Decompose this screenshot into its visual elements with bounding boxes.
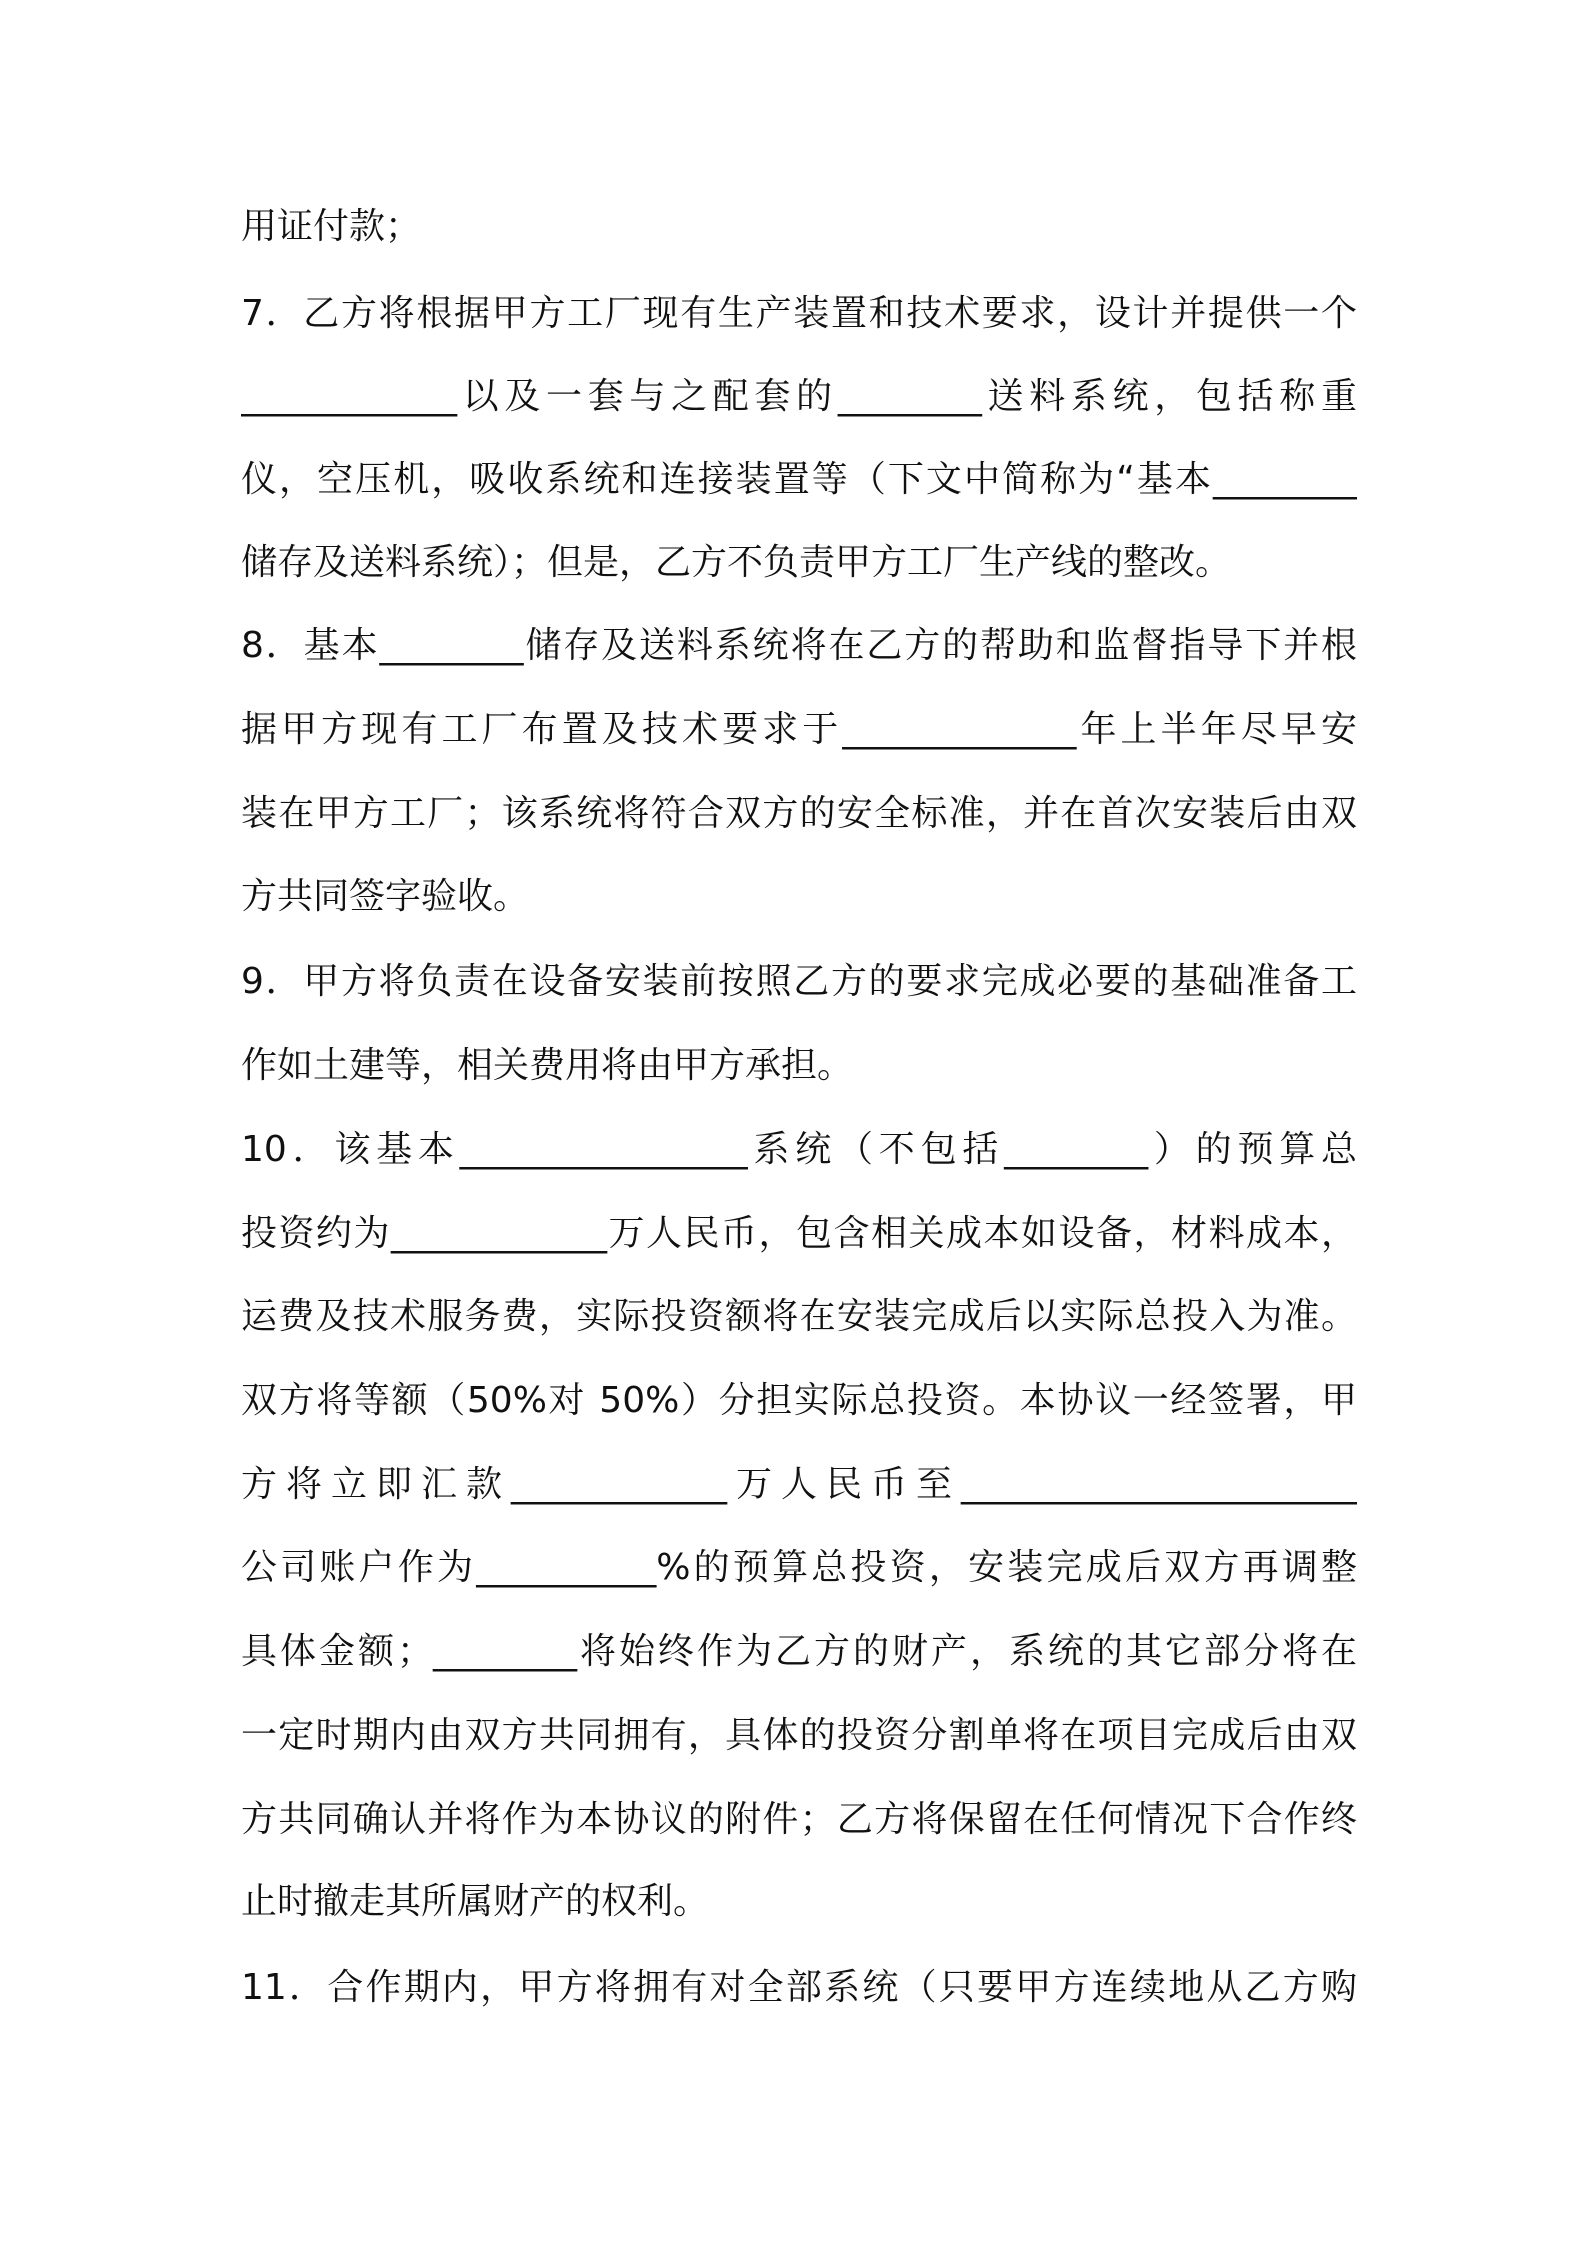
clause-9-line-2: 作如土建等，相关费用将由甲方承担。 <box>241 1045 854 1086</box>
clause-8-line-3: 装在甲方工厂；该系统将符合双方的安全标准，并在首次安装后由双 <box>241 793 1357 834</box>
clause-10-line-7: 具体金额；________将始终作为乙方的财产，系统的其它部分将在 <box>241 1631 1357 1672</box>
clause-7-line-1: 7．乙方将根据甲方工厂现有生产装置和技术要求，设计并提供一个 <box>241 293 1357 334</box>
clause-8-line-2: 据甲方现有工厂布置及技术要求于_____________年上半年尽早安 <box>241 709 1357 750</box>
text-line-1: 用证付款； <box>241 206 422 247</box>
clause-10-line-2: 投资约为____________万人民币，包含相关成本如设备，材料成本， <box>241 1213 1357 1254</box>
clause-10-line-6: 公司账户作为__________%的预算总投资，安装完成后双方再调整 <box>241 1547 1357 1588</box>
clause-7-line-3: 仪，空压机，吸收系统和连接装置等（下文中简称为“基本________ <box>241 459 1357 500</box>
clause-10-line-4: 双方将等额（50%对 50%）分担实际总投资。本协议一经签署，甲 <box>241 1380 1357 1421</box>
clause-7-line-4: 储存及送料系统）；但是，乙方不负责甲方工厂生产线的整改。 <box>241 542 1232 583</box>
clause-7-line-2: ____________以及一套与之配套的________送料系统，包括称重 <box>241 376 1357 417</box>
clause-10-line-3: 运费及技术服务费，实际投资额将在安装完成后以实际总投入为准。 <box>241 1296 1357 1337</box>
clause-10-line-5: 方将立即汇款____________万人民币至______________________ <box>241 1464 1357 1505</box>
clause-8-line-4: 方共同签字验收。 <box>241 876 530 917</box>
clause-10-line-1: 10．该基本________________系统（不包括________）的预算总 <box>241 1129 1357 1170</box>
clause-10-line-8: 一定时期内由双方共同拥有，具体的投资分割单将在项目完成后由双 <box>241 1715 1357 1756</box>
clause-8-line-1: 8．基本________储存及送料系统将在乙方的帮助和监督指导下并根 <box>241 625 1357 666</box>
clause-9-line-1: 9．甲方将负责在设备安装前按照乙方的要求完成必要的基础准备工 <box>241 961 1357 1002</box>
clause-10-line-9: 方共同确认并将作为本协议的附件；乙方将保留在任何情况下合作终 <box>241 1799 1357 1840</box>
clause-11-line-1: 11．合作期内，甲方将拥有对全部系统（只要甲方连续地从乙方购 <box>241 1967 1357 2008</box>
clause-10-line-10: 止时撤走其所属财产的权利。 <box>241 1881 710 1922</box>
